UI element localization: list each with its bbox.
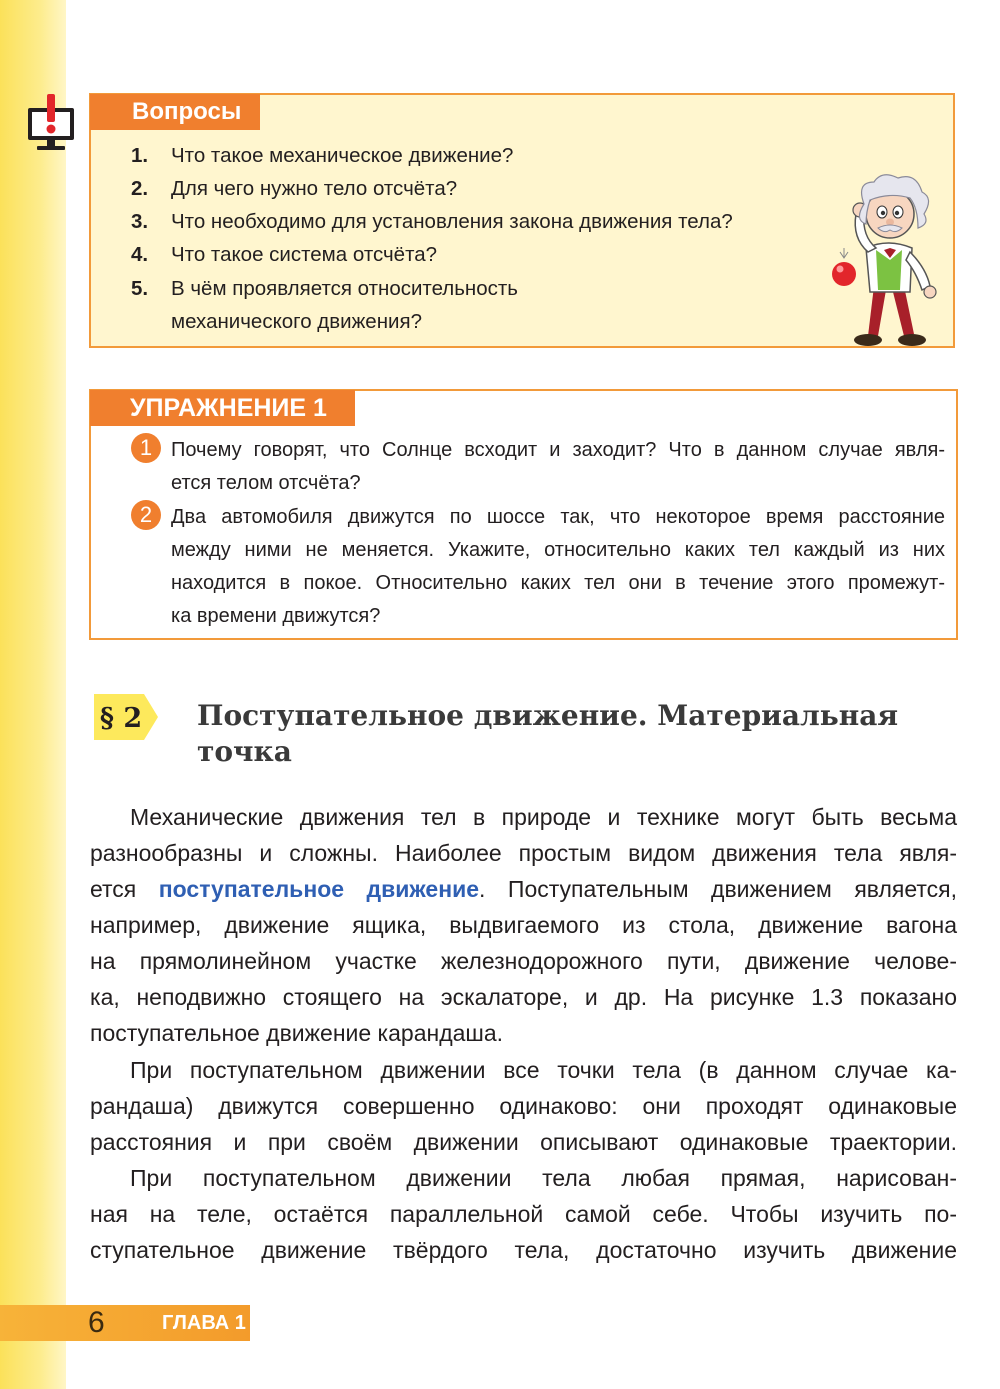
question-item-continuation: механического движения? [171,310,422,333]
exercise-text-line: ется телом отсчёта? [171,472,361,494]
exercise-number-badge: 2 [131,500,161,530]
body-text-line: При поступательном движении тела любая прямая, нарисован- [130,1165,957,1191]
question-item: 1. Что такое механическое движение? [131,144,514,167]
exercise-box [89,389,958,640]
question-item: 4. Что такое система отсчёта? [131,243,438,266]
exercise-title: УПРАЖНЕНИЕ 1 [90,390,355,426]
exercise-text-line: между ними не меняется. Укажите, относительно каких тел каждый из них [171,539,945,561]
page-number: 6 [88,1306,105,1339]
question-item: 5. В чём проявляется относительность [131,277,518,300]
section-label: § 2 [99,703,143,734]
section-badge-icon [90,692,162,742]
exercise-text-line: Два автомобиля движутся по шоссе так, что некоторое время расстояние [171,506,945,528]
body-text-line: рандаша) движутся совершенно одинаково: они проходят одинаковые [90,1093,957,1119]
questions-title: Вопросы [90,94,260,130]
side-margin-band [0,0,66,1389]
section-title: Поступательное движение. Материальная точка [197,699,899,768]
body-text-line: ка, неподвижно стоящего на эскалаторе, и др. На рисунке 1.3 показано [90,984,957,1010]
body-text-line: разнообразны и сложны. Наиболее простым видом движения тела явля- [90,840,957,866]
computer-icon [25,92,81,154]
highlighted-term: поступательное движение [158,876,480,902]
body-text-line: например, движение ящика, выдвигаемого из стола, движение вагона [90,912,957,938]
body-text-line: При поступательном движении все точки тела (в данном случае ка- [130,1057,957,1083]
body-text-line: ступательное движение твёрдого тела, достаточно изучить движение [90,1237,957,1263]
exercise-text-line: ка времени движутся? [171,605,381,627]
exercise-text-line: Почему говорят, что Солнце всходит и заходит? Что в данном случае явля- [171,439,945,461]
body-text-line: расстояния и при своём движении описывают одинаковые траектории. [90,1129,957,1155]
exercise-number-badge: 1 [131,433,161,463]
question-item: 2. Для чего нужно тело отсчёта? [131,177,458,200]
question-item: 3. Что необходимо для установления закона движения тела? [131,210,733,233]
scientist-illustration [826,168,956,350]
body-text-line: поступательное движение карандаша. [90,1020,504,1046]
body-text-line: ная на теле, остаётся параллельной самой себе. Чтобы изучить по- [90,1201,957,1227]
exercise-text-line: находится в покое. Относительно каких тел они в течение этого промежут- [171,572,945,594]
chapter-label: ГЛАВА 1 [162,1312,246,1334]
body-text-line: Механические движения тел в природе и технике могут быть весьма [130,804,957,830]
body-text-line: ется поступательное движение. Поступательным движением является, [90,876,958,902]
exclamation-icon [47,94,56,134]
body-text-line: на прямолинейном участке железнодорожного пути, движение челове- [90,948,957,974]
